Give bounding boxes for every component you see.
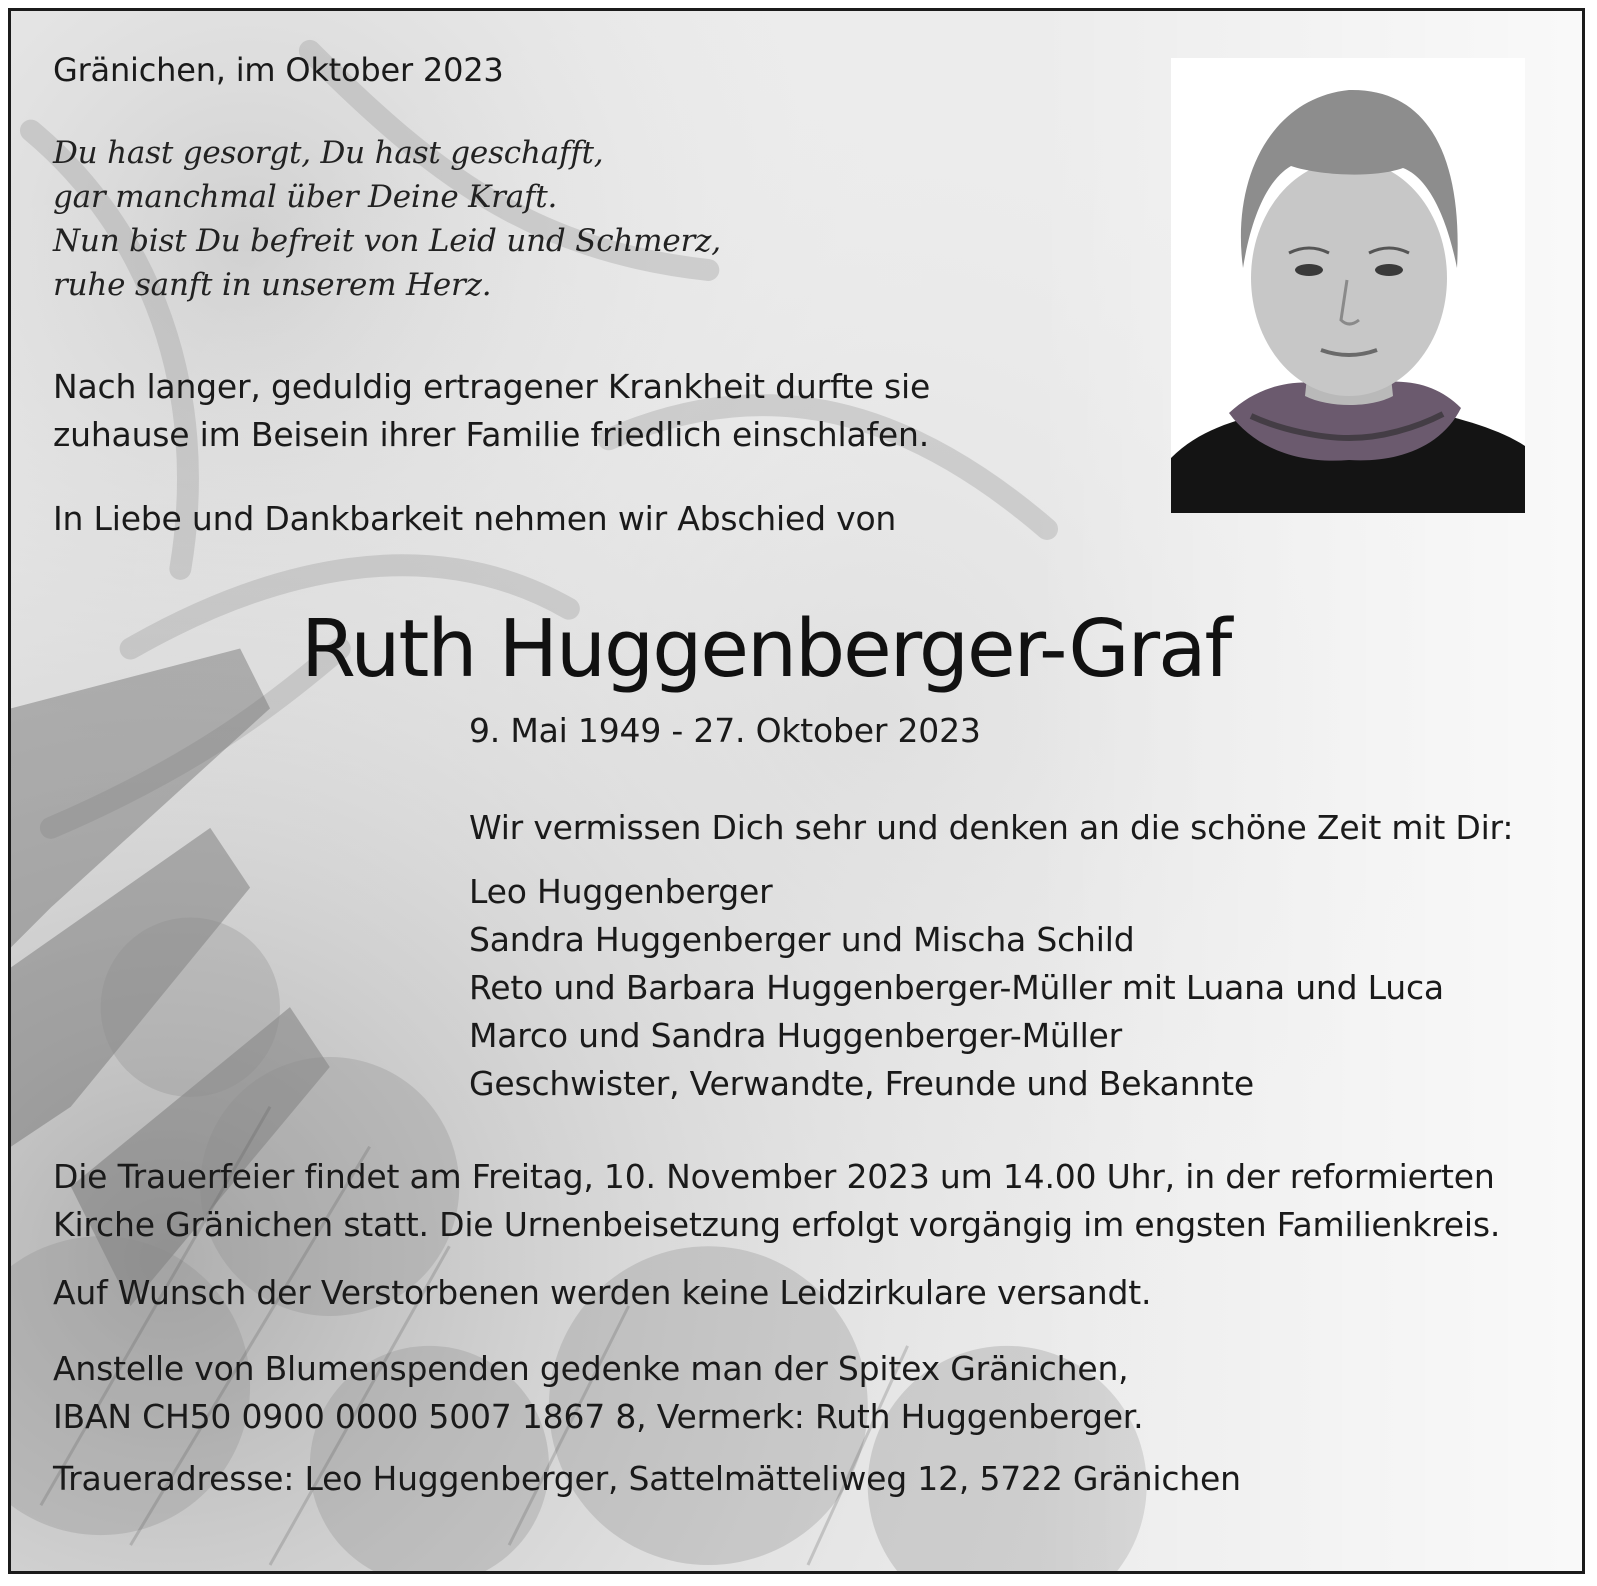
poem-line: Nun bist Du befreit von Leid und Schmerz,: [53, 223, 721, 259]
intro-line: Nach langer, geduldig ertragener Krankheit durfte sie: [53, 367, 931, 406]
remembrance-line: Wir vermissen Dich sehr und denken an die schöne Zeit mit Dir:: [469, 808, 1514, 847]
mourner-entry: Sandra Huggenberger und Mischa Schild: [469, 920, 1135, 959]
farewell-line: In Liebe und Dankbarkeit nehmen wir Abschied von: [53, 499, 897, 538]
ceremony-line: Kirche Gränichen statt. Die Urnenbeisetzung erfolgt vorgängig im engsten Familienkreis.: [53, 1205, 1501, 1244]
poem-line: gar manchmal über Deine Kraft.: [53, 179, 558, 215]
mourner-entry: Leo Huggenberger: [469, 872, 773, 911]
deceased-name: Ruth Huggenberger-Graf: [301, 603, 1231, 695]
ceremony-info: [53, 1153, 1500, 1249]
mourner-entry: Geschwister, Verwandte, Freunde und Bekannte: [469, 1064, 1254, 1103]
poem: [53, 131, 721, 307]
mourner-entry: Marco und Sandra Huggenberger-Müller: [469, 1016, 1123, 1055]
mourning-address: Traueradresse: Leo Huggenberger, Sattelmätteliweg 12, 5722 Gränichen: [53, 1459, 1241, 1498]
donation-line: IBAN CH50 0900 0000 5007 1867 8, Vermerk: Ruth Huggenberger.: [53, 1397, 1144, 1436]
obituary-card: [8, 8, 1585, 1574]
life-dates: 9. Mai 1949 - 27. Oktober 2023: [469, 711, 981, 750]
mourners-list: [469, 868, 1444, 1108]
mourner-entry: Reto und Barbara Huggenberger-Müller mit Luana und Luca: [469, 968, 1444, 1007]
intro-paragraph: [53, 363, 930, 459]
ceremony-line: Die Trauerfeier findet am Freitag, 10. November 2023 um 14.00 Uhr, in der reformierten: [53, 1157, 1495, 1196]
poem-line: Du hast gesorgt, Du hast geschafft,: [53, 135, 604, 171]
intro-line: zuhause im Beisein ihrer Familie friedlich einschlafen.: [53, 415, 930, 454]
donation-line: Anstelle von Blumenspenden gedenke man der Spitex Gränichen,: [53, 1349, 1129, 1388]
portrait-photo: [1171, 58, 1525, 513]
no-circulars-note: Auf Wunsch der Verstorbenen werden keine Leidzirkulare versandt.: [53, 1273, 1152, 1312]
place-date: Gränichen, im Oktober 2023: [53, 51, 504, 89]
poem-line: ruhe sanft in unserem Herz.: [53, 267, 492, 303]
donation-info: [53, 1345, 1143, 1441]
